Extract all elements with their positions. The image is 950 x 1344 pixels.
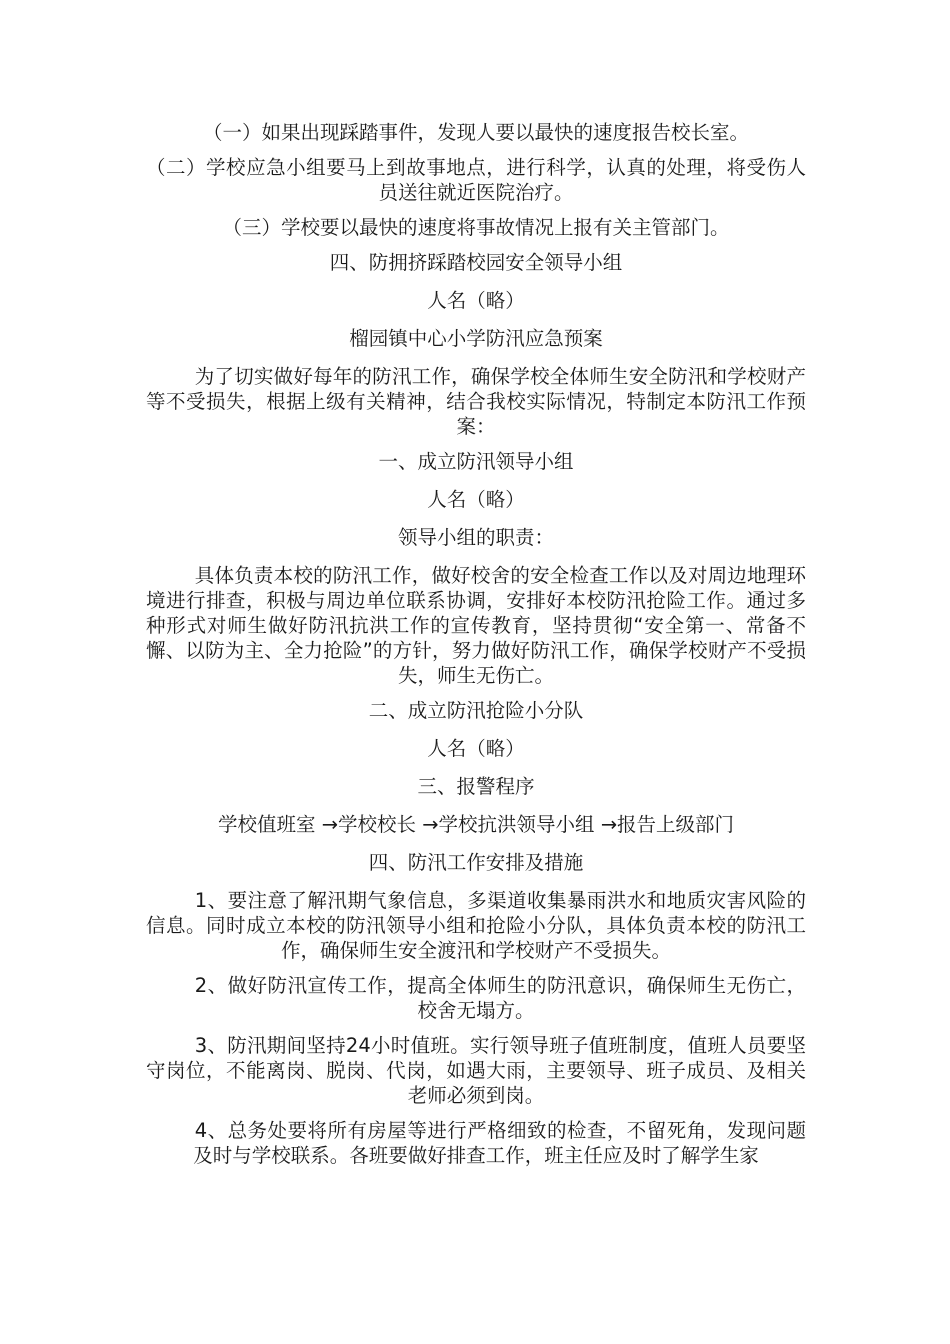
- alarm-procedure-flow: 学校值班室 →学校校长 →学校抗洪领导小组 →报告上级部门: [217, 813, 735, 836]
- section-heading-safety-group: 四、防拥挤踩踏校园安全领导小组: [329, 251, 623, 274]
- document-body: [146, 120, 806, 1178]
- paragraph-stampede-3: （三）学校要以最快的速度将事故情况上报有关主管部门。: [222, 216, 730, 239]
- names-omitted: 人名（略）: [427, 488, 525, 511]
- section-heading-3: 三、报警程序: [417, 775, 535, 798]
- section-heading-2: 二、成立防汛抢险小分队: [368, 699, 584, 722]
- measure-item-3: 3、防汛期间坚持24小时值班。实行领导班子值班制度，值班人员要坚守岗位，不能离岗、脱岗、代岗，如遇大雨，主要领导、班子成员、及相关老师必须到岗。: [146, 1034, 806, 1107]
- paragraph-stampede-1: （一）如果出现踩踏事件，发现人要以最快的速度报告校长室。: [202, 121, 749, 144]
- duties-paragraph: 具体负责本校的防汛工作，做好校舍的安全检查工作以及对周边地理环境进行排查，积极与周边单位联系协调，安排好本校防汛抢险工作。通过多种形式对师生做好防汛抗洪工作的宣传教育，坚持贯彻“安全第一、常备不懈、以防为主、全力抢险”的方针，努力做好防汛工作，确保学校财产不受损失，师生无伤亡。: [146, 564, 806, 687]
- measure-item-2: 2、做好防汛宣传工作，提高全体师生的防汛意识，确保师生无伤亡，校舍无塌方。: [194, 974, 806, 1022]
- measure-item-4: 4、总务处要将所有房屋等进行严格细致的检查，不留死角，发现问题及时与学校联系。各班要做好排查工作，班主任应及时了解学生家: [193, 1119, 806, 1167]
- intro-paragraph: 为了切实做好每年的防汛工作，确保学校全体师生安全防汛和学校财产等不受损失，根据上级有关精神，结合我校实际情况，特制定本防汛工作预案：: [146, 365, 806, 438]
- section-heading-4: 四、防汛工作安排及措施: [368, 851, 584, 874]
- names-omitted: 人名（略）: [427, 289, 525, 312]
- paragraph-stampede-2: （二）学校应急小组要马上到故事地点，进行科学，认真的处理，将受伤人员送往就近医院治疗。: [146, 156, 806, 204]
- measure-item-1: 1、要注意了解汛期气象信息，多渠道收集暴雨洪水和地质灾害风险的信息。同时成立本校的防汛领导小组和抢险小分队，具体负责本校的防汛工作，确保师生安全渡汛和学校财产不受损失。: [146, 889, 806, 962]
- names-omitted: 人名（略）: [427, 737, 525, 760]
- section-heading-1: 一、成立防汛领导小组: [378, 450, 574, 473]
- document-title: 榴园镇中心小学防汛应急预案: [349, 327, 603, 350]
- subheading-duties: 领导小组的职责：: [397, 526, 554, 549]
